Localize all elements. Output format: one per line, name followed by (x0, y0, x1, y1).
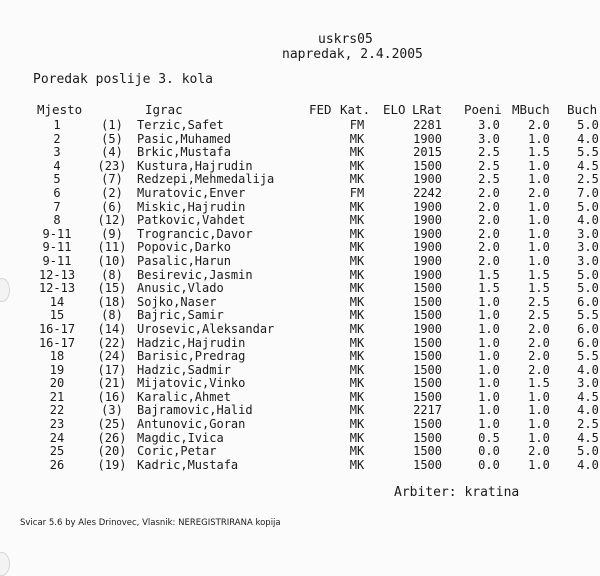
table-row (0, 173, 600, 187)
row-points: 1.0 (478, 321, 500, 336)
row-seed: (3) (101, 403, 123, 418)
row-seed: (14) (97, 321, 127, 336)
row-median-buchholz: 1.0 (528, 403, 550, 418)
row-category: MK (349, 131, 365, 146)
row-category: MK (349, 417, 365, 432)
table-row (0, 309, 600, 323)
row-seed: (24) (97, 349, 127, 364)
row-rating: 2217 (413, 403, 442, 418)
arbiter-line: Arbiter: kratina (394, 485, 520, 500)
row-buchholz: 4.0 (577, 213, 599, 228)
row-seed: (21) (97, 376, 127, 391)
row-seed: (6) (101, 199, 123, 214)
row-place: 4 (53, 158, 61, 173)
row-seed: (9) (101, 226, 123, 241)
row-rating: 1900 (413, 213, 442, 228)
row-place: 3 (53, 145, 61, 160)
row-median-buchholz: 1.0 (528, 131, 550, 146)
row-points: 1.5 (478, 267, 500, 282)
row-median-buchholz: 2.0 (528, 362, 550, 377)
header-kat: Kat. (340, 102, 371, 117)
row-category: MK (349, 267, 365, 282)
row-category: MK (349, 430, 365, 445)
row-place: 23 (49, 417, 65, 432)
row-player-name: Barisic,Predrag (137, 349, 246, 364)
row-points: 1.0 (478, 335, 500, 350)
row-seed: (5) (101, 131, 123, 146)
row-median-buchholz: 1.0 (528, 158, 550, 173)
table-row (0, 119, 600, 133)
header-elo: ELO (383, 102, 406, 117)
row-rating: 1500 (413, 308, 442, 323)
row-points: 3.0 (478, 131, 500, 146)
table-row (0, 133, 600, 147)
row-category: MK (349, 172, 365, 187)
row-points: 2.0 (478, 213, 500, 228)
row-rating: 1900 (413, 321, 442, 336)
row-place: 21 (49, 389, 65, 404)
row-points: 1.0 (478, 308, 500, 323)
row-points: 2.5 (478, 172, 500, 187)
row-player-name: Kustura,Hajrudin (137, 158, 253, 173)
row-place: 2 (53, 131, 61, 146)
row-rating: 1500 (413, 444, 442, 459)
row-player-name: Popovic,Darko (137, 240, 231, 255)
row-buchholz: 4.0 (577, 131, 599, 146)
row-seed: (8) (101, 308, 123, 323)
row-points: 0.0 (478, 444, 500, 459)
row-rating: 2242 (413, 185, 442, 200)
row-seed: (16) (97, 389, 127, 404)
row-player-name: Sojko,Naser (137, 294, 217, 309)
row-buchholz: 5.0 (577, 444, 599, 459)
row-median-buchholz: 2.0 (528, 321, 550, 336)
row-player-name: Anusic,Vlado (137, 281, 224, 296)
row-median-buchholz: 1.5 (528, 267, 550, 282)
header-place: Mjesto (37, 102, 83, 117)
row-rating: 1900 (413, 267, 442, 282)
row-category: MK (349, 389, 365, 404)
row-player-name: Bajramovic,Halid (137, 403, 253, 418)
row-seed: (18) (97, 294, 127, 309)
standings-table (0, 119, 600, 472)
header-lrat: LRat (412, 102, 443, 117)
row-player-name: Magdic,Ivica (137, 430, 224, 445)
row-category: MK (349, 321, 365, 336)
header-player: Igrac (145, 102, 183, 117)
row-rating: 1500 (413, 281, 442, 296)
row-category: MK (349, 226, 365, 241)
row-rating: 2015 (413, 145, 442, 160)
row-points: 2.0 (478, 199, 500, 214)
row-seed: (2) (101, 185, 123, 200)
row-rating: 1500 (413, 335, 442, 350)
row-buchholz: 6.0 (577, 321, 599, 336)
row-seed: (20) (97, 444, 127, 459)
row-category: MK (349, 376, 365, 391)
row-buchholz: 5.0 (577, 267, 599, 282)
header-mbuch: MBuch (512, 102, 550, 117)
row-buchholz: 6.0 (577, 294, 599, 309)
table-row (0, 459, 600, 473)
row-seed: (1) (101, 118, 123, 132)
row-place: 12-13 (38, 281, 76, 296)
row-player-name: Bajric,Samir (137, 308, 224, 323)
row-points: 2.0 (478, 253, 500, 268)
row-rating: 1500 (413, 430, 442, 445)
row-points: 1.0 (478, 403, 500, 418)
table-row (0, 391, 600, 405)
row-buchholz: 3.0 (577, 376, 599, 391)
row-player-name: Besirevic,Jasmin (137, 267, 253, 282)
row-place: 15 (49, 308, 65, 323)
tournament-title: uskrs05 (318, 32, 373, 47)
row-buchholz: 4.0 (577, 362, 599, 377)
row-category: MK (349, 349, 365, 364)
row-rating: 1500 (413, 389, 442, 404)
row-place: 6 (53, 185, 61, 200)
table-row (0, 377, 600, 391)
table-row (0, 323, 600, 337)
row-seed: (17) (97, 362, 127, 377)
row-category: MK (349, 335, 365, 350)
header-fed: FED (309, 102, 332, 117)
row-seed: (26) (97, 430, 127, 445)
software-footer: Svicar 5.6 by Ales Drinovec, Vlasnik: NEREGISTRIRANA kopija (20, 518, 281, 528)
row-place: 19 (49, 362, 65, 377)
row-buchholz: 5.5 (577, 145, 599, 160)
row-rating: 1900 (413, 253, 442, 268)
table-row (0, 201, 600, 215)
row-place: 24 (49, 430, 65, 445)
row-seed: (8) (101, 267, 123, 282)
row-buchholz: 4.5 (577, 389, 599, 404)
row-points: 1.0 (478, 349, 500, 364)
row-place: 25 (49, 444, 65, 459)
table-row (0, 350, 600, 364)
row-rating: 1500 (413, 349, 442, 364)
row-player-name: Coric,Petar (137, 444, 217, 459)
row-buchholz: 6.0 (577, 335, 599, 350)
row-player-name: Terzic,Safet (137, 118, 224, 132)
table-row (0, 404, 600, 418)
header-buch: Buch (567, 102, 598, 117)
row-player-name: Hadzic,Sadmir (137, 362, 231, 377)
table-row (0, 296, 600, 310)
row-player-name: Miskic,Hajrudin (137, 199, 246, 214)
row-median-buchholz: 2.0 (528, 335, 550, 350)
row-place: 8 (53, 213, 61, 228)
row-player-name: Antunovic,Goran (137, 417, 246, 432)
row-buchholz: 3.0 (577, 226, 599, 241)
row-rating: 1500 (413, 294, 442, 309)
row-rating: 2281 (413, 118, 442, 132)
table-row (0, 337, 600, 351)
row-place: 16-17 (38, 335, 76, 350)
row-buchholz: 2.5 (577, 417, 599, 432)
row-points: 2.5 (478, 158, 500, 173)
row-points: 2.0 (478, 240, 500, 255)
row-category: MK (349, 158, 365, 173)
row-median-buchholz: 1.0 (528, 240, 550, 255)
row-category: FM (349, 118, 365, 132)
row-player-name: Pasalic,Harun (137, 253, 231, 268)
row-category: FM (349, 185, 365, 200)
row-points: 1.0 (478, 417, 500, 432)
row-category: MK (349, 281, 365, 296)
tournament-subtitle: napredak, 2.4.2005 (282, 47, 423, 62)
row-rating: 1900 (413, 172, 442, 187)
row-points: 1.0 (478, 376, 500, 391)
row-rating: 1500 (413, 457, 442, 472)
round-heading: Poredak poslije 3. kola (33, 72, 214, 87)
row-median-buchholz: 1.5 (528, 376, 550, 391)
row-place: 7 (53, 199, 61, 214)
row-buchholz: 3.0 (577, 253, 599, 268)
row-median-buchholz: 2.5 (528, 308, 550, 323)
row-place: 14 (49, 294, 65, 309)
row-buchholz: 5.0 (577, 118, 599, 132)
row-player-name: Mijatovic,Vinko (137, 376, 246, 391)
row-buchholz: 5.0 (577, 281, 599, 296)
row-category: MK (349, 240, 365, 255)
row-seed: (7) (101, 172, 123, 187)
row-place: 12-13 (38, 267, 76, 282)
row-player-name: Trograncic,Davor (137, 226, 253, 241)
row-seed: (12) (97, 213, 127, 228)
row-buchholz: 4.0 (577, 457, 599, 472)
row-rating: 1900 (413, 240, 442, 255)
row-player-name: Muratovic,Enver (137, 185, 246, 200)
row-rating: 1500 (413, 376, 442, 391)
row-seed: (22) (97, 335, 127, 350)
row-seed: (25) (97, 417, 127, 432)
row-seed: (11) (97, 240, 127, 255)
row-seed: (23) (97, 158, 127, 173)
row-buchholz: 4.0 (577, 403, 599, 418)
row-points: 1.0 (478, 294, 500, 309)
row-rating: 1500 (413, 158, 442, 173)
row-median-buchholz: 1.0 (528, 213, 550, 228)
table-row (0, 255, 600, 269)
row-points: 2.5 (478, 145, 500, 160)
row-median-buchholz: 2.0 (528, 444, 550, 459)
row-median-buchholz: 1.0 (528, 457, 550, 472)
row-buchholz: 7.0 (577, 185, 599, 200)
row-median-buchholz: 2.0 (528, 118, 550, 132)
row-category: MK (349, 362, 365, 377)
row-rating: 1900 (413, 131, 442, 146)
row-median-buchholz: 1.0 (528, 430, 550, 445)
row-rating: 1500 (413, 417, 442, 432)
row-category: MK (349, 444, 365, 459)
row-category: MK (349, 403, 365, 418)
row-median-buchholz: 1.0 (528, 226, 550, 241)
row-place: 9-11 (42, 253, 72, 268)
row-place: 1 (53, 118, 61, 132)
row-seed: (10) (97, 253, 127, 268)
row-category: MK (349, 253, 365, 268)
row-place: 26 (49, 457, 65, 472)
row-median-buchholz: 1.5 (528, 281, 550, 296)
row-median-buchholz: 2.5 (528, 294, 550, 309)
row-place: 9-11 (42, 226, 72, 241)
row-player-name: Pasic,Muhamed (137, 131, 231, 146)
row-median-buchholz: 1.0 (528, 172, 550, 187)
row-place: 16-17 (38, 321, 76, 336)
row-place: 5 (53, 172, 61, 187)
table-row (0, 418, 600, 432)
row-seed: (4) (101, 145, 123, 160)
row-median-buchholz: 1.0 (528, 253, 550, 268)
row-buchholz: 4.5 (577, 430, 599, 445)
row-buchholz: 2.5 (577, 172, 599, 187)
row-rating: 1500 (413, 362, 442, 377)
punch-hole (0, 552, 10, 576)
row-median-buchholz: 2.0 (528, 185, 550, 200)
table-row (0, 187, 600, 201)
table-row (0, 228, 600, 242)
row-buchholz: 5.0 (577, 199, 599, 214)
row-buchholz: 4.5 (577, 158, 599, 173)
row-player-name: Hadzic,Hajrudin (137, 335, 246, 350)
header-poeni: Poeni (464, 102, 502, 117)
row-buchholz: 5.5 (577, 308, 599, 323)
row-category: MK (349, 308, 365, 323)
row-player-name: Brkic,Mustafa (137, 145, 231, 160)
row-place: 22 (49, 403, 65, 418)
row-player-name: Redzepi,Mehmedalija (137, 172, 275, 187)
row-points: 1.0 (478, 362, 500, 377)
row-median-buchholz: 1.0 (528, 389, 550, 404)
table-row (0, 445, 600, 459)
table-row (0, 364, 600, 378)
row-points: 2.0 (478, 226, 500, 241)
table-row (0, 269, 600, 283)
row-place: 18 (49, 349, 65, 364)
row-player-name: Karalic,Ahmet (137, 389, 231, 404)
row-seed: (19) (97, 457, 127, 472)
table-row (0, 282, 600, 296)
row-category: MK (349, 145, 365, 160)
row-buchholz: 3.0 (577, 240, 599, 255)
table-row (0, 160, 600, 174)
row-category: MK (349, 213, 365, 228)
row-buchholz: 5.5 (577, 349, 599, 364)
row-median-buchholz: 2.0 (528, 349, 550, 364)
table-row (0, 146, 600, 160)
row-seed: (15) (97, 281, 127, 296)
row-category: MK (349, 294, 365, 309)
row-player-name: Kadric,Mustafa (137, 457, 239, 472)
table-row (0, 432, 600, 446)
row-points: 3.0 (478, 118, 500, 132)
row-rating: 1900 (413, 199, 442, 214)
row-category: MK (349, 457, 365, 472)
row-category: MK (349, 199, 365, 214)
row-points: 2.0 (478, 185, 500, 200)
row-place: 9-11 (42, 240, 72, 255)
table-row (0, 214, 600, 228)
row-points: 1.5 (478, 281, 500, 296)
row-rating: 1900 (413, 226, 442, 241)
row-player-name: Patkovic,Vahdet (137, 213, 246, 228)
table-row (0, 241, 600, 255)
row-median-buchholz: 1.5 (528, 145, 550, 160)
row-points: 0.0 (478, 457, 500, 472)
row-points: 0.5 (478, 430, 500, 445)
row-player-name: Urosevic,Aleksandar (137, 321, 275, 336)
row-median-buchholz: 1.0 (528, 417, 550, 432)
row-place: 20 (49, 376, 65, 391)
row-points: 1.0 (478, 389, 500, 404)
row-median-buchholz: 1.0 (528, 199, 550, 214)
